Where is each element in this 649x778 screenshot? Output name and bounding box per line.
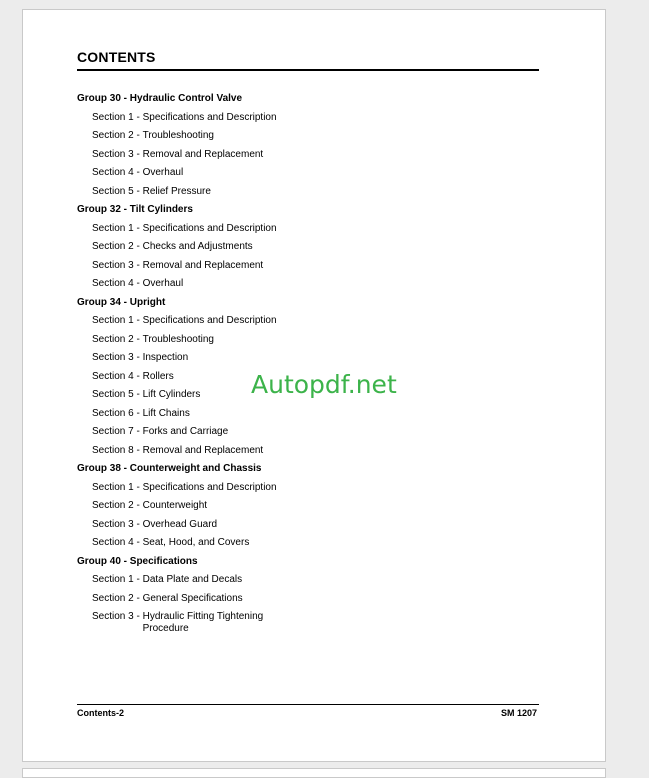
section-number: Section 3 xyxy=(92,148,134,160)
section-number: Section 3 xyxy=(92,352,134,363)
section-title: Inspection xyxy=(142,352,189,363)
section-number: Section 3 xyxy=(92,611,134,622)
section-number: Section 1 xyxy=(92,574,134,585)
section-separator: - xyxy=(133,130,143,141)
section-separator: - xyxy=(133,167,143,178)
toc-section-entry xyxy=(77,334,537,353)
toc-section-entry xyxy=(77,574,537,593)
toc-section-entry xyxy=(77,482,537,501)
section-separator: - xyxy=(133,259,143,271)
section-title: Specifications and Description xyxy=(142,315,277,326)
section-number: Section 3 xyxy=(92,518,134,530)
toc-section-entry xyxy=(77,278,537,297)
section-number: Section 6 xyxy=(92,407,134,419)
section-number: Section 4 xyxy=(92,167,134,178)
section-number: Section 2 xyxy=(92,500,134,511)
section-title: Troubleshooting xyxy=(142,333,214,345)
section-title: Hydraulic Fitting Tightening Procedure xyxy=(142,611,264,634)
section-title: Data Plate and Decals xyxy=(142,574,243,585)
toc-section-entry xyxy=(77,445,537,464)
section-title: Seat, Hood, and Covers xyxy=(142,537,250,548)
toc-section-entry xyxy=(77,241,537,260)
toc-section-entry xyxy=(77,519,537,538)
section-title: Removal and Replacement xyxy=(142,148,264,160)
section-separator: - xyxy=(133,315,143,326)
toc-section-entry xyxy=(77,260,537,279)
toc-section-entry xyxy=(77,112,537,131)
toc-group-heading: Group 40 - Specifications xyxy=(77,555,198,567)
section-separator: - xyxy=(133,537,143,548)
section-title: Counterweight xyxy=(142,500,208,511)
section-separator: - xyxy=(133,278,143,289)
toc-section-entry xyxy=(77,149,537,168)
section-separator: - xyxy=(133,333,143,345)
title-divider xyxy=(77,69,539,71)
section-number: Section 5 xyxy=(92,185,134,197)
section-number: Section 2 xyxy=(92,130,134,141)
section-title: Overhaul xyxy=(142,167,184,178)
section-number: Section 4 xyxy=(92,278,134,289)
section-title: Checks and Adjustments xyxy=(142,241,253,252)
toc-section-entry xyxy=(77,408,537,427)
section-title: Overhead Guard xyxy=(142,518,218,530)
section-number: Section 1 xyxy=(92,481,134,493)
footer-divider xyxy=(77,704,539,705)
section-separator: - xyxy=(133,426,143,437)
toc-section-entry xyxy=(77,426,537,445)
section-title: Overhaul xyxy=(142,278,184,289)
section-title: Troubleshooting xyxy=(142,130,214,141)
section-separator: - xyxy=(133,407,143,419)
section-separator: - xyxy=(133,370,143,382)
toc-group-heading: Group 32 - Tilt Cylinders xyxy=(77,204,193,215)
next-page-edge xyxy=(22,768,606,778)
section-number: Section 1 xyxy=(92,222,134,234)
toc-section-entry xyxy=(77,186,537,205)
section-number: Section 1 xyxy=(92,111,134,123)
section-separator: - xyxy=(133,148,143,160)
section-separator: - xyxy=(133,444,143,456)
section-separator: - xyxy=(133,241,143,252)
section-title: Rollers xyxy=(142,370,174,382)
section-separator: - xyxy=(133,389,143,400)
section-separator: - xyxy=(133,111,143,123)
section-separator: - xyxy=(133,481,143,493)
section-title: Lift Cylinders xyxy=(142,389,201,400)
section-title: Removal and Replacement xyxy=(142,444,264,456)
toc-section-entry xyxy=(77,537,537,556)
section-title: Specifications and Description xyxy=(142,111,277,123)
section-number: Section 7 xyxy=(92,426,134,437)
section-title: Specifications and Description xyxy=(142,222,277,234)
section-separator: - xyxy=(133,592,143,604)
section-title: Forks and Carriage xyxy=(142,426,229,437)
section-number: Section 8 xyxy=(92,444,134,456)
section-title: Specifications and Description xyxy=(142,481,277,493)
page-title: CONTENTS xyxy=(77,49,156,65)
section-number: Section 2 xyxy=(92,241,134,252)
section-number: Section 3 xyxy=(92,259,134,271)
section-separator: - xyxy=(133,352,143,363)
toc-group-heading: Group 38 - Counterweight and Chassis xyxy=(77,463,262,474)
toc-group-heading: Group 30 - Hydraulic Control Valve xyxy=(77,93,243,104)
footer-manual-id: SM 1207 xyxy=(500,708,537,718)
table-of-contents xyxy=(77,93,537,635)
section-number: Section 5 xyxy=(92,389,134,400)
toc-section-entry xyxy=(77,130,537,149)
section-title: Relief Pressure xyxy=(142,185,211,197)
section-number: Section 2 xyxy=(92,333,134,345)
section-number: Section 4 xyxy=(92,370,134,382)
section-separator: - xyxy=(133,500,143,511)
toc-section-entry xyxy=(77,500,537,519)
section-number: Section 2 xyxy=(92,592,134,604)
toc-group-heading: Group 34 - Upright xyxy=(77,296,166,308)
section-separator: - xyxy=(133,185,143,197)
section-separator: - xyxy=(133,611,143,622)
toc-section-entry xyxy=(77,167,537,186)
toc-section-entry xyxy=(77,315,537,334)
section-separator: - xyxy=(133,574,143,585)
section-number: Section 4 xyxy=(92,537,134,548)
section-title: Removal and Replacement xyxy=(142,259,264,271)
toc-section-entry xyxy=(77,352,537,371)
toc-section-entry xyxy=(77,611,537,635)
toc-section-entry xyxy=(77,223,537,242)
section-title: Lift Chains xyxy=(142,407,190,419)
section-number: Section 1 xyxy=(92,315,134,326)
watermark: Autopdf.net xyxy=(251,370,397,399)
section-title: General Specifications xyxy=(142,592,243,604)
document-page xyxy=(22,9,606,762)
section-separator: - xyxy=(133,518,143,530)
footer-page-label: Contents-2 xyxy=(77,708,124,718)
section-separator: - xyxy=(133,222,143,234)
toc-section-entry xyxy=(77,593,537,612)
